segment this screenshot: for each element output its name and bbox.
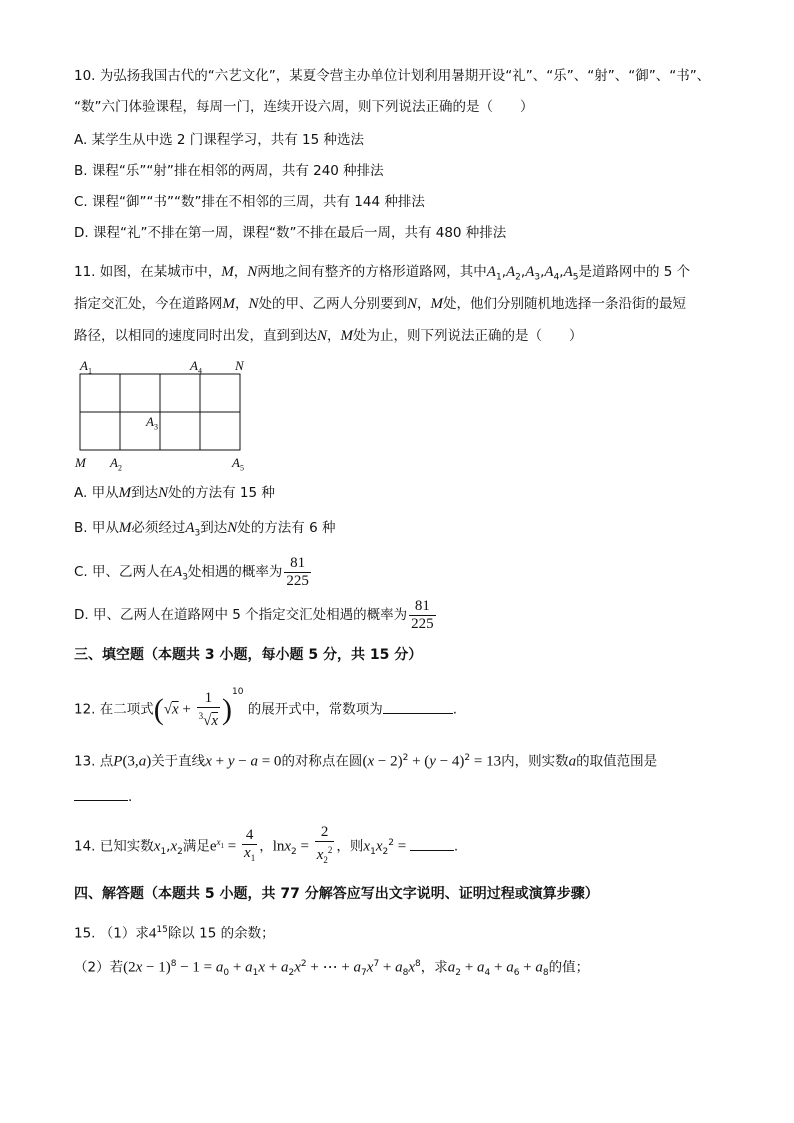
label-a4: $A_4$ [190, 358, 202, 376]
label-m: M [75, 455, 86, 470]
label-a1: $A_1$ [80, 358, 92, 376]
fraction-81-225: $\frac{81}{225}$ [411, 597, 434, 632]
label-a3: $A_3$ [146, 414, 158, 432]
q10-stem-line1: 10. 为弘扬我国古代的“六艺文化”，某夏令营主办单位计划利用暑期开设“礼”、“乐”、“射”、“御”、“书”、 [74, 68, 711, 84]
label-a5: $A_5$ [232, 455, 244, 473]
q13-line1: 13. 点P(3,a)关于直线x + y − a = 0的对称点在圆$(x - 2)^2 + (y - 4)^2 = 13$内，则实数a的取值范围是 [74, 753, 658, 770]
q15-part1: 15. （1）求$4^{15}$除以 15 的余数； [74, 925, 275, 942]
q10-stem-line2: “数”六门体验课程，每周一门，连续开设六周，则下列说法正确的是（ ） [74, 99, 534, 115]
label-a2: $A_2$ [110, 455, 122, 473]
q10-option-c: C. 课程“御”“书”“数”排在不相邻的三周，共有 144 种排法 [74, 194, 425, 210]
q11-option-b: B. 甲从M必须经过$A_3$到达N处的方法有 6 种 [74, 520, 336, 539]
q11-option-d: D. 甲、乙两人在道路网中 5 个指定交汇处相遇的概率为 $\frac{81}{225}$ [74, 597, 434, 632]
road-grid-figure [72, 358, 262, 478]
section-3-heading: 三、填空题（本题共 3 小题，每小题 5 分，共 15 分） [74, 647, 423, 663]
q11-stem-line3: 路径，以相同的速度同时出发，直到到达N，M处为止，则下列说法正确的是（ ） [74, 328, 583, 344]
q11-stem-line1: 11. 如图，在某城市中，M，N两地之间有整齐的方格形道路网，其中$A_1,A_2,A_3,A_4,A_5$是道路网中的 5 个 [74, 264, 691, 283]
q12-line: 12. 在二项式(√x + $\frac{1}{^3√x}$ )$^{10}$ 的展开式中，常数项为 . [74, 687, 458, 729]
section-4-heading: 四、解答题（本题共 5 小题，共 77 分解答应写出文字说明、证明过程或演算步骤） [74, 886, 599, 902]
q10-option-b: B. 课程“乐”“射”排在相邻的两周，共有 240 种排法 [74, 163, 384, 179]
q10-option-a: A. 某学生从中选 2 门课程学习，共有 15 种选法 [74, 132, 365, 148]
fraction-81-225: $\frac{81}{225}$ [286, 554, 309, 589]
q11-option-a: A. 甲从M到达N处的方法有 15 种 [74, 485, 275, 501]
q10-option-d: D. 课程“礼”不排在第一周，课程“数”不排在最后一周，共有 480 种排法 [74, 225, 507, 241]
label-n: N [235, 358, 244, 373]
q11-stem-line2: 指定交汇处，今在道路网M，N处的甲、乙两人分别要到N，M处，他们分别随机地选择一条沿街的最短 [74, 296, 687, 312]
q14-line: 14. 已知实数$x_1,x_2$满足$e^{x_1}$ = $\frac{4}{x_1}$ ，lnx$_2$ = $\frac{2}{x_2^2}$ ，则$x_1x_2^2$ = . [74, 824, 459, 865]
q15-part2: （2）若$(2x - 1)^8 - 1 = a_0 + a_1x + a_2x^2$ + ⋯ + $a_7x^7 + a_8x^8$，求$a_2 + a_4 + a_6 + a_8$的值； [74, 959, 590, 979]
q11-option-c: C. 甲、乙两人在$A_3$处相遇的概率为 $\frac{81}{225}$ [74, 554, 309, 589]
q13-line2: . [74, 786, 754, 807]
